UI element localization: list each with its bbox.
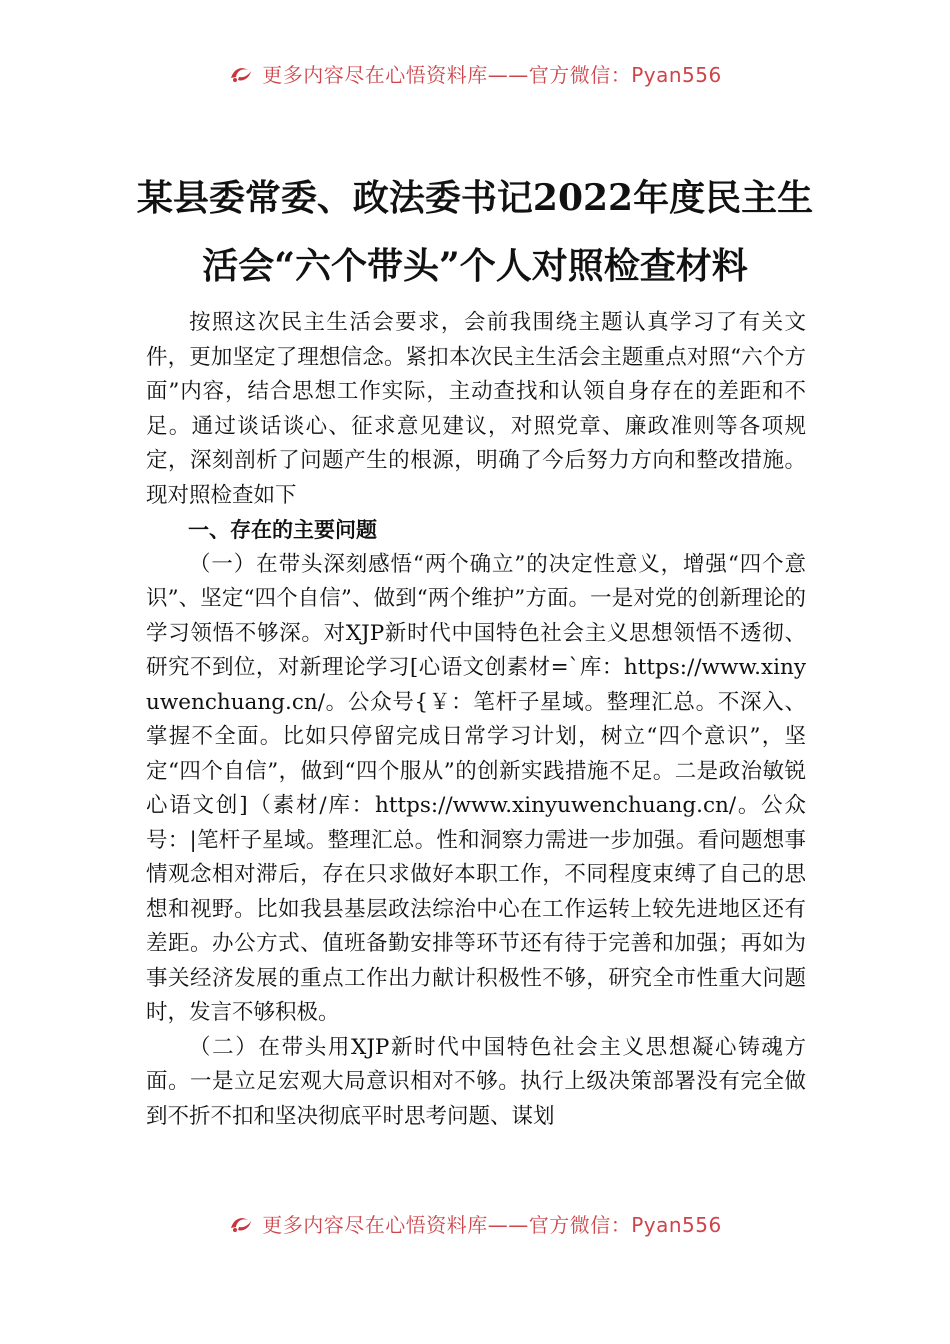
banner-text: 更多内容尽在心悟资料库——官方微信：Pyan556	[262, 1212, 722, 1237]
paragraph-item-1: （一）在带头深刻感悟“两个确立”的决定性意义，增强“四个意识”、坚定“四个自信”、做到“两个维护”方面。一是对党的创新理论的学习领悟不够深。对XJP新时代中国特色社会主义思想领悟不透彻、研究不到位，对新理论学习[心语文创素材=`库：https://www.xinyuwenchuang.cn/。公众号{￥：笔杆子星域。整理汇总。不深入、掌握不全面。比如只停留完成日常学习计划，树立“四个意识”，坚定“四个自信”，做到“四个服从”的创新实践措施不足。二是政治敏锐心语文创]（素材/库：https://www.xinyuwenchuang.cn/。公众号：|笔杆子星域。整理汇总。性和洞察力需进一步加强。看问题想事情观念相对滞后，存在只求做好本职工作，不同程度束缚了自己的思想和视野。比如我县基层政法综治中心在工作运转上较先进地区还有差距。办公方式、值班备勤安排等环节还有待于完善和加强；再如为事关经济发展的重点工作出力献计积极性不够，研究全市性重大问题时，发言不够积极。	[146, 551, 806, 1025]
paragraph-intro: 按照这次民主生活会要求，会前我围绕主题认真学习了有关文件，更加坚定了理想信念。紧扣本次民主生活会主题重点对照“六个方面”内容，结合思想工作实际，主动查找和认领自身存在的差距和不足。通过谈话谈心、征求意见建议，对照党章、廉政准则等各项规定，深刻剖析了问题产生的根源，明确了今后努力方向和整改措施。现对照检查如下	[146, 310, 806, 508]
header-watermark-banner	[0, 56, 950, 90]
red-swirl-logo-icon	[228, 62, 254, 84]
banner-text: 更多内容尽在心悟资料库——官方微信：Pyan556	[262, 62, 722, 87]
document-body	[146, 306, 806, 1134]
section-heading: 一、存在的主要问题	[188, 518, 377, 542]
document-title-line1: 某县委常委、政法委书记2022年度民主生	[136, 177, 814, 219]
red-swirl-logo-icon	[228, 1212, 254, 1234]
footer-watermark-banner	[0, 1206, 950, 1240]
paragraph-item-2: （二）在带头用XJP新时代中国特色社会主义思想凝心铸魂方面。一是立足宏观大局意识相对不够。执行上级决策部署没有完全做到不折不扣和坚决彻底平时思考问题、谋划	[146, 1034, 806, 1129]
document-title-line2: 活会“六个带头”个人对照检查材料	[202, 245, 748, 287]
